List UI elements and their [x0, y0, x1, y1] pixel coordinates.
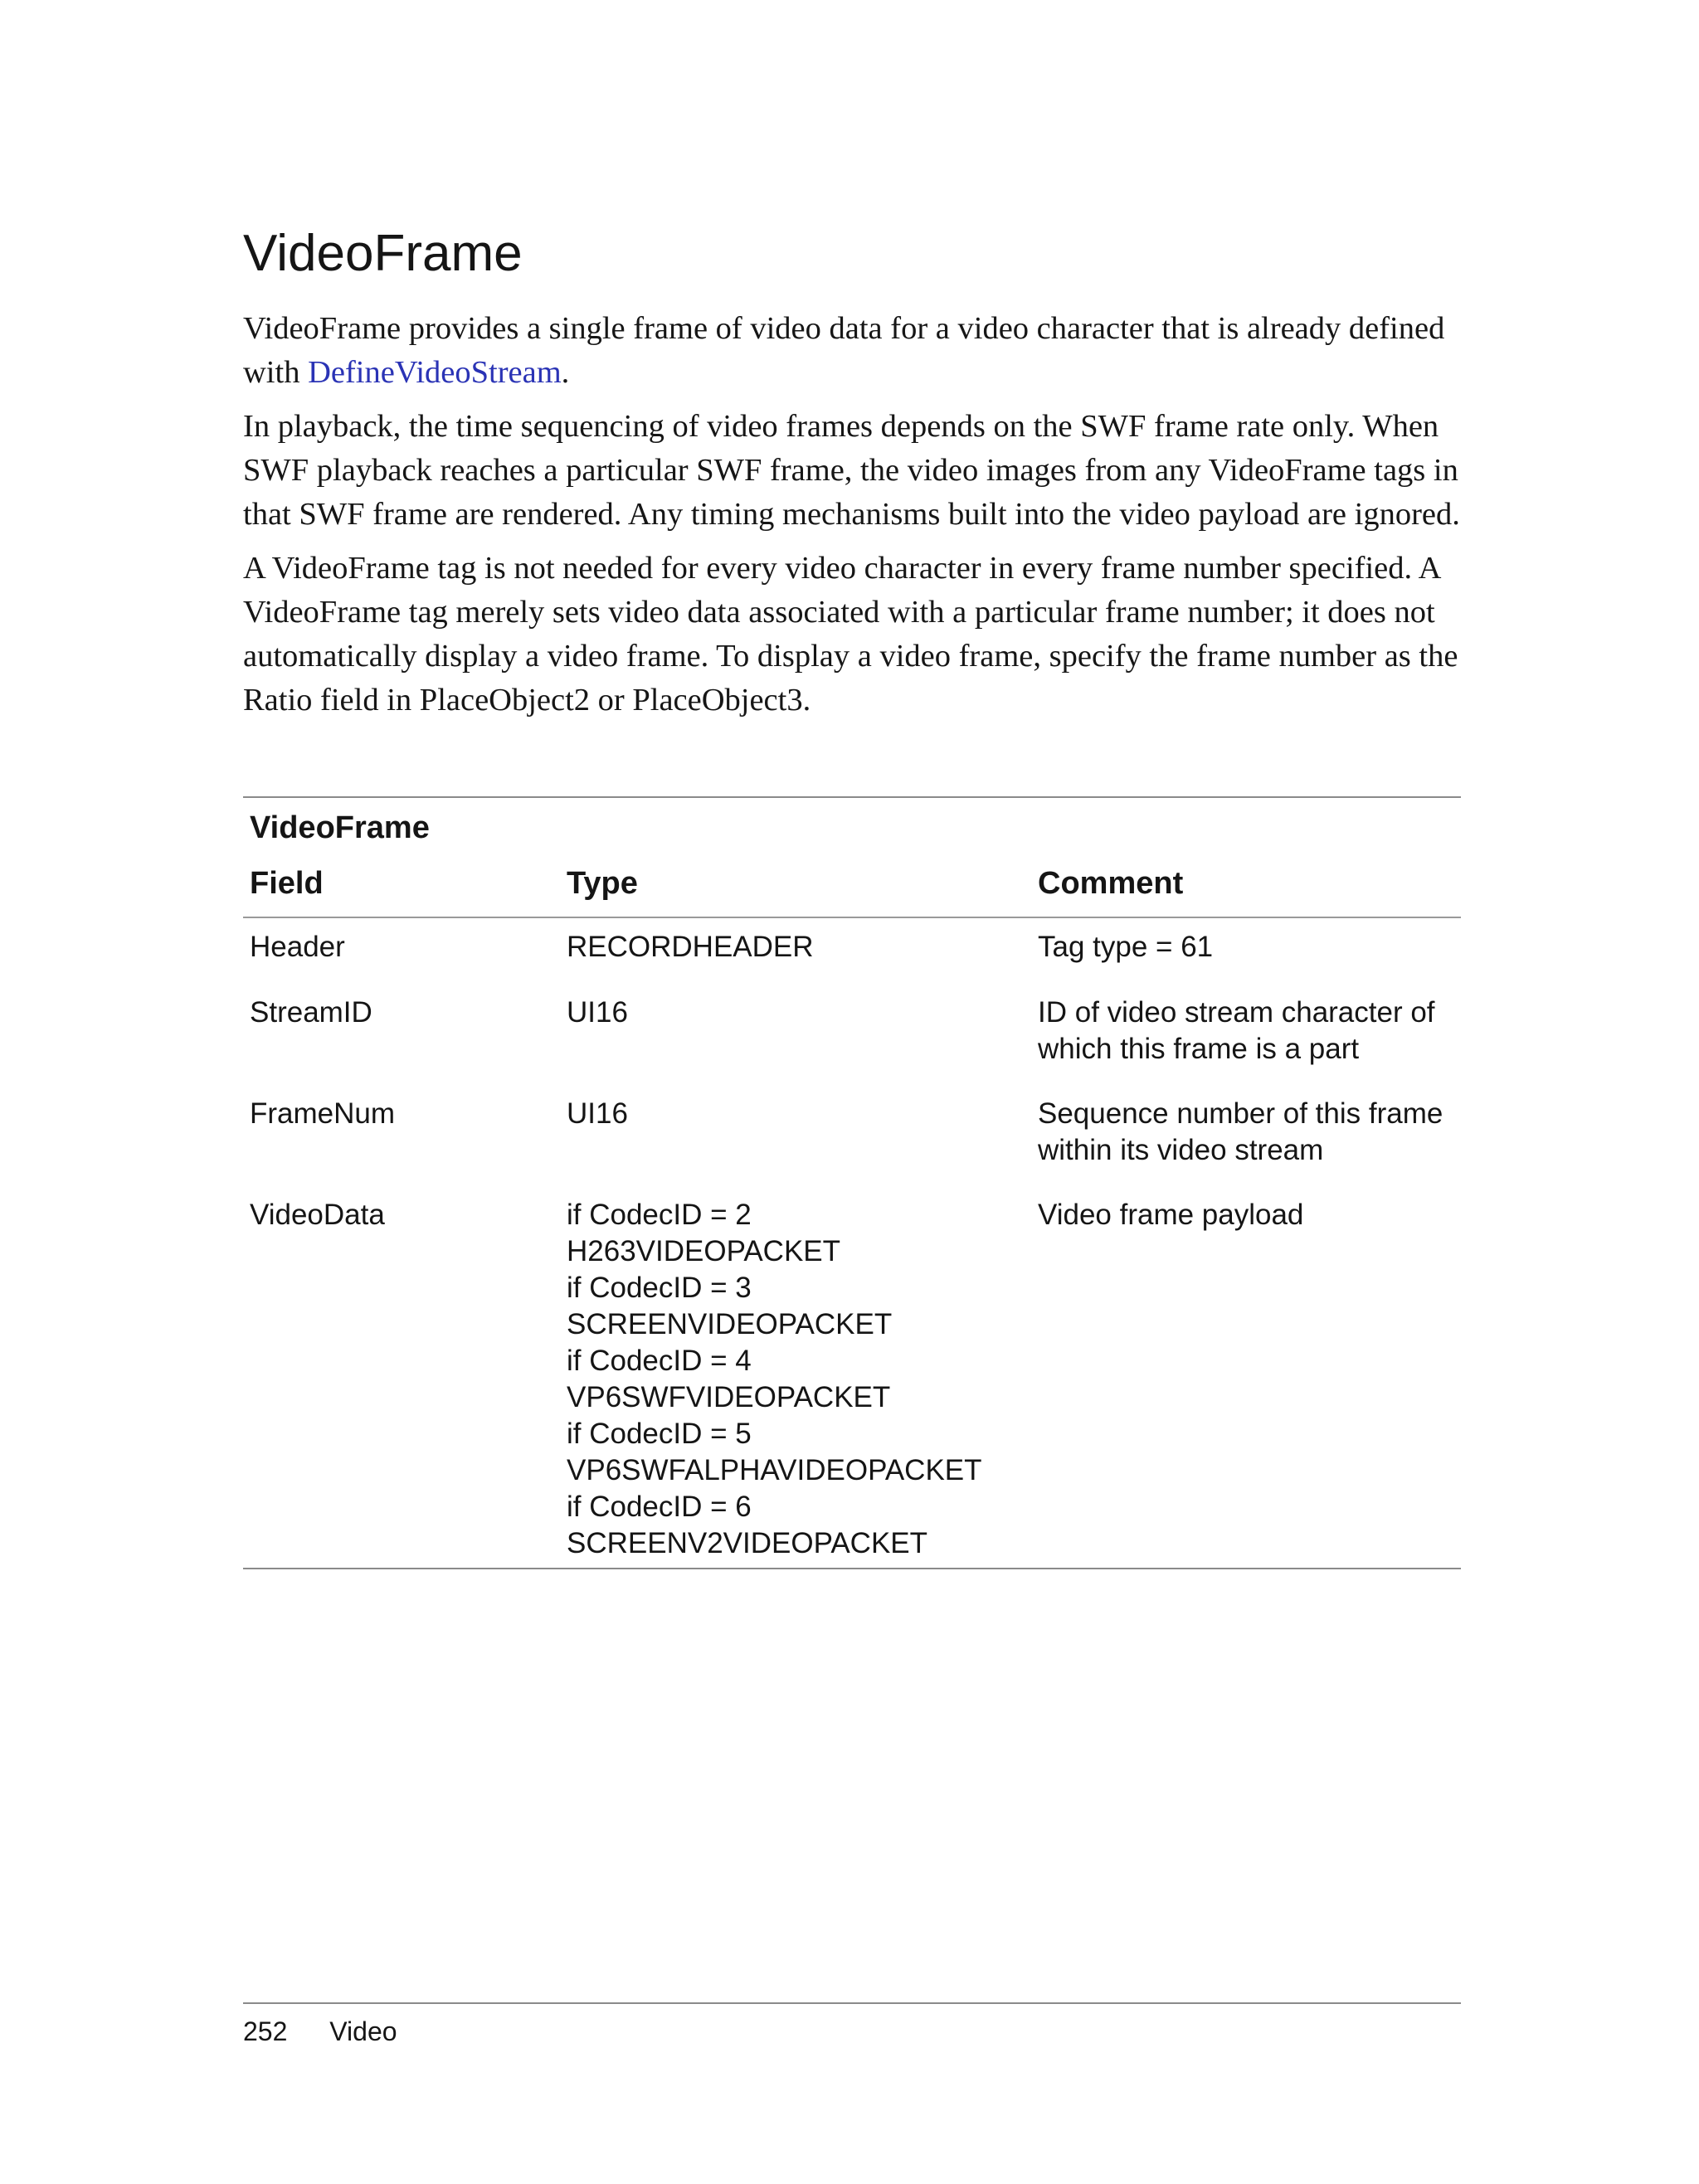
row-type-line: if CodecID = 6	[567, 1491, 752, 1523]
row-type-line: SCREENV2VIDEOPACKET	[567, 1527, 928, 1559]
videoframe-table	[243, 796, 1461, 1569]
column-header-comment: Comment	[1038, 865, 1184, 901]
row-type-line: SCREENVIDEOPACKET	[567, 1308, 893, 1340]
page-number: 252	[243, 2016, 288, 2046]
row-type-line: if CodecID = 3	[567, 1272, 752, 1304]
paragraph-playback: In playback, the time sequencing of video frames depends on the SWF frame rate only. When SWF playback reaches a particular SWF frame, the video images from any VideoFrame tags in that SWF frame are rendered. Any timing mechanisms built into the video payload are ignored.	[243, 409, 1460, 532]
row-type-line: VP6SWFVIDEOPACKET	[567, 1381, 891, 1413]
page-title: VideoFrame	[243, 225, 523, 282]
row-field: Header	[250, 931, 345, 963]
table-row	[243, 984, 1461, 1085]
row-type-line: UI16	[567, 996, 628, 1029]
define-video-stream-link[interactable]: DefineVideoStream	[308, 355, 562, 390]
row-type-line: if CodecID = 2	[567, 1199, 752, 1231]
table-row	[243, 1085, 1461, 1186]
table-row	[243, 1186, 1461, 1568]
row-type-line: H263VIDEOPACKET	[567, 1235, 841, 1267]
table-header-row	[243, 850, 1461, 918]
row-field: FrameNum	[250, 1097, 396, 1130]
row-comment: Sequence number of this frame within its video stream	[1038, 1097, 1443, 1166]
row-comment: Tag type = 61	[1038, 931, 1214, 963]
row-comment: ID of video stream character of which this frame is a part	[1038, 996, 1435, 1065]
row-type-line: if CodecID = 5	[567, 1418, 752, 1450]
row-type-line: if CodecID = 4	[567, 1345, 752, 1377]
page-footer	[243, 2013, 397, 2050]
row-type	[560, 1096, 1031, 1186]
table-title: VideoFrame	[250, 810, 430, 845]
column-header-field: Field	[250, 865, 324, 901]
table-row	[243, 918, 1461, 984]
section-name: Video	[329, 2016, 397, 2046]
row-type-line: VP6SWFALPHAVIDEOPACKET	[567, 1454, 982, 1486]
row-type	[560, 929, 1031, 984]
row-type-line: UI16	[567, 1097, 628, 1130]
column-header-type: Type	[567, 865, 638, 901]
row-field: StreamID	[250, 996, 372, 1029]
paragraph-intro-text: VideoFrame provides a single frame of video data for a video character that is already defined with	[243, 311, 1445, 390]
paragraph-intro	[243, 307, 1463, 395]
row-field: VideoData	[250, 1199, 385, 1231]
row-type	[560, 995, 1031, 1085]
row-type	[560, 1197, 1031, 1568]
body-text	[243, 307, 1463, 732]
footer-divider	[243, 2002, 1461, 2004]
row-comment: Video frame payload	[1038, 1199, 1304, 1231]
paragraph-display: A VideoFrame tag is not needed for every video character in every frame number specified. A VideoFrame tag merely sets video data associated with a particular frame number; it does not automatically display a video frame. To display a video frame, specify the frame number as the Ratio field in PlaceObject2 or PlaceObject3.	[243, 551, 1458, 717]
paragraph-intro-end: .	[561, 355, 570, 390]
row-type-line: RECORDHEADER	[567, 931, 814, 963]
